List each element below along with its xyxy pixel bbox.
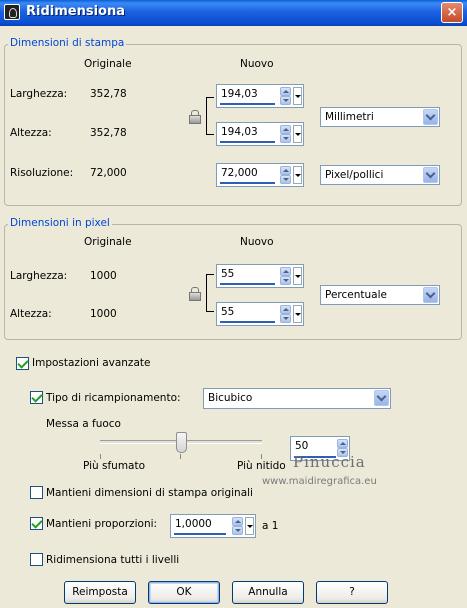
resolution-value[interactable]: 72,000 — [221, 167, 258, 179]
dropdown-arrow-icon[interactable] — [293, 305, 302, 323]
resample-select[interactable] — [203, 388, 391, 409]
link-bracket — [206, 97, 214, 135]
window-title: Ridimensiona — [26, 4, 125, 19]
pixel-height-value[interactable]: 55 — [221, 306, 235, 318]
pixel-new-header: Nuovo — [240, 236, 274, 248]
keep-ratio-checkbox[interactable] — [30, 517, 43, 530]
chevron-down-icon[interactable] — [423, 287, 438, 303]
spin-up-icon[interactable] — [280, 125, 291, 134]
lock-icon[interactable] — [189, 287, 199, 299]
pixel-width-label: Larghezza: — [10, 270, 68, 282]
ok-button[interactable]: OK — [148, 581, 220, 604]
link-bracket — [206, 274, 214, 312]
spin-down-icon[interactable] — [280, 175, 291, 184]
print-height-original: 352,78 — [90, 127, 127, 139]
sharpen-value[interactable]: 50 — [295, 440, 309, 452]
resolution-unit-select[interactable] — [320, 165, 440, 185]
app-icon — [4, 4, 20, 20]
pixel-unit-select[interactable] — [320, 285, 440, 305]
print-height-label: Altezza: — [10, 127, 52, 139]
slider-tick — [100, 454, 101, 459]
chevron-down-icon[interactable] — [423, 167, 438, 183]
print-width-spinner[interactable] — [216, 84, 304, 108]
print-original-header: Originale — [84, 58, 132, 70]
spin-up-icon[interactable] — [280, 267, 291, 276]
spin-down-icon[interactable] — [280, 314, 291, 323]
pixel-size-title: Dimensioni in pixel — [10, 217, 110, 229]
slider-tick — [261, 454, 262, 459]
spinner-arrows[interactable] — [280, 87, 291, 105]
chevron-down-icon[interactable] — [423, 109, 438, 125]
reset-button[interactable]: Reimposta — [64, 581, 136, 604]
ratio-value[interactable]: 1,0000 — [175, 518, 212, 530]
keep-ratio-label[interactable]: Mantieni proporzioni: — [46, 518, 158, 530]
spinner-arrows[interactable] — [280, 305, 291, 323]
spin-up-icon[interactable] — [280, 87, 291, 96]
pixel-original-header: Originale — [84, 236, 132, 248]
keep-print-size-checkbox[interactable] — [30, 486, 43, 499]
advanced-settings-label[interactable]: Impostazioni avanzate — [32, 357, 151, 369]
spin-up-icon[interactable] — [232, 517, 243, 526]
print-unit-select[interactable] — [320, 107, 440, 127]
pixel-height-spinner[interactable] — [216, 302, 304, 326]
chevron-down-icon[interactable] — [374, 390, 389, 406]
spinner-arrows[interactable] — [280, 125, 291, 143]
keep-print-size-label[interactable]: Mantieni dimensioni di stampa originali — [46, 487, 253, 499]
value-underline — [220, 103, 275, 105]
watermark-site: www.maidiregrafica.eu — [262, 476, 377, 487]
close-button[interactable]: × — [441, 2, 463, 23]
print-new-header: Nuovo — [240, 58, 274, 70]
print-width-value[interactable]: 194,03 — [221, 88, 258, 100]
dropdown-arrow-icon[interactable] — [293, 166, 302, 184]
sharpen-label: Messa a fuoco — [46, 418, 121, 430]
spin-up-icon[interactable] — [337, 439, 348, 448]
resize-all-layers-checkbox[interactable] — [30, 553, 43, 566]
resample-value: Bicubico — [208, 392, 253, 404]
pixel-height-label: Altezza: — [10, 308, 52, 320]
dropdown-arrow-icon[interactable] — [245, 517, 254, 535]
slider-max-label: Più nitido — [237, 460, 286, 472]
print-width-original: 352,78 — [90, 88, 127, 100]
spin-down-icon[interactable] — [280, 134, 291, 143]
print-height-value[interactable]: 194,03 — [221, 126, 258, 138]
pixel-width-original: 1000 — [90, 270, 117, 282]
watermark-name: Pinuccia — [293, 453, 366, 471]
resolution-unit-value: Pixel/pollici — [325, 169, 384, 181]
advanced-settings-checkbox[interactable] — [16, 357, 29, 370]
resolution-label: Risoluzione: — [10, 167, 74, 179]
dropdown-arrow-icon[interactable] — [293, 267, 302, 285]
resolution-spinner[interactable] — [216, 163, 304, 187]
lock-icon[interactable] — [189, 110, 199, 122]
value-underline — [174, 533, 226, 535]
pixel-height-original: 1000 — [90, 308, 117, 320]
help-button[interactable]: ? — [316, 581, 388, 604]
sharpen-slider-thumb[interactable] — [176, 432, 187, 453]
print-size-title: Dimensioni di stampa — [10, 37, 125, 49]
print-unit-value: Millimetri — [325, 111, 374, 123]
cancel-button[interactable]: Annulla — [232, 581, 304, 604]
pixel-unit-value: Percentuale — [325, 289, 387, 301]
spinner-arrows[interactable] — [232, 517, 243, 535]
pixel-width-value[interactable]: 55 — [221, 268, 235, 280]
value-underline — [220, 182, 275, 184]
spinner-arrows[interactable] — [280, 267, 291, 285]
title-bar[interactable] — [0, 0, 467, 26]
ratio-suffix: a 1 — [262, 520, 279, 532]
pixel-width-spinner[interactable] — [216, 264, 304, 288]
spin-down-icon[interactable] — [280, 96, 291, 105]
value-underline — [220, 321, 275, 323]
value-underline — [220, 141, 275, 143]
spin-down-icon[interactable] — [280, 276, 291, 285]
spin-down-icon[interactable] — [232, 526, 243, 535]
value-underline — [220, 283, 275, 285]
slider-min-label: Più sfumato — [83, 460, 146, 472]
resample-label[interactable]: Tipo di ricampionamento: — [46, 392, 181, 404]
spinner-arrows[interactable] — [280, 166, 291, 184]
dropdown-arrow-icon[interactable] — [293, 87, 302, 105]
resize-all-layers-label[interactable]: Ridimensiona tutti i livelli — [46, 554, 180, 566]
print-height-spinner[interactable] — [216, 122, 304, 146]
resolution-original: 72,000 — [90, 167, 127, 179]
spin-up-icon[interactable] — [280, 166, 291, 175]
print-width-label: Larghezza: — [10, 88, 68, 100]
resample-checkbox[interactable] — [30, 391, 43, 404]
spin-up-icon[interactable] — [280, 305, 291, 314]
dropdown-arrow-icon[interactable] — [293, 125, 302, 143]
slider-tick — [180, 454, 181, 459]
ratio-spinner[interactable] — [170, 514, 256, 538]
